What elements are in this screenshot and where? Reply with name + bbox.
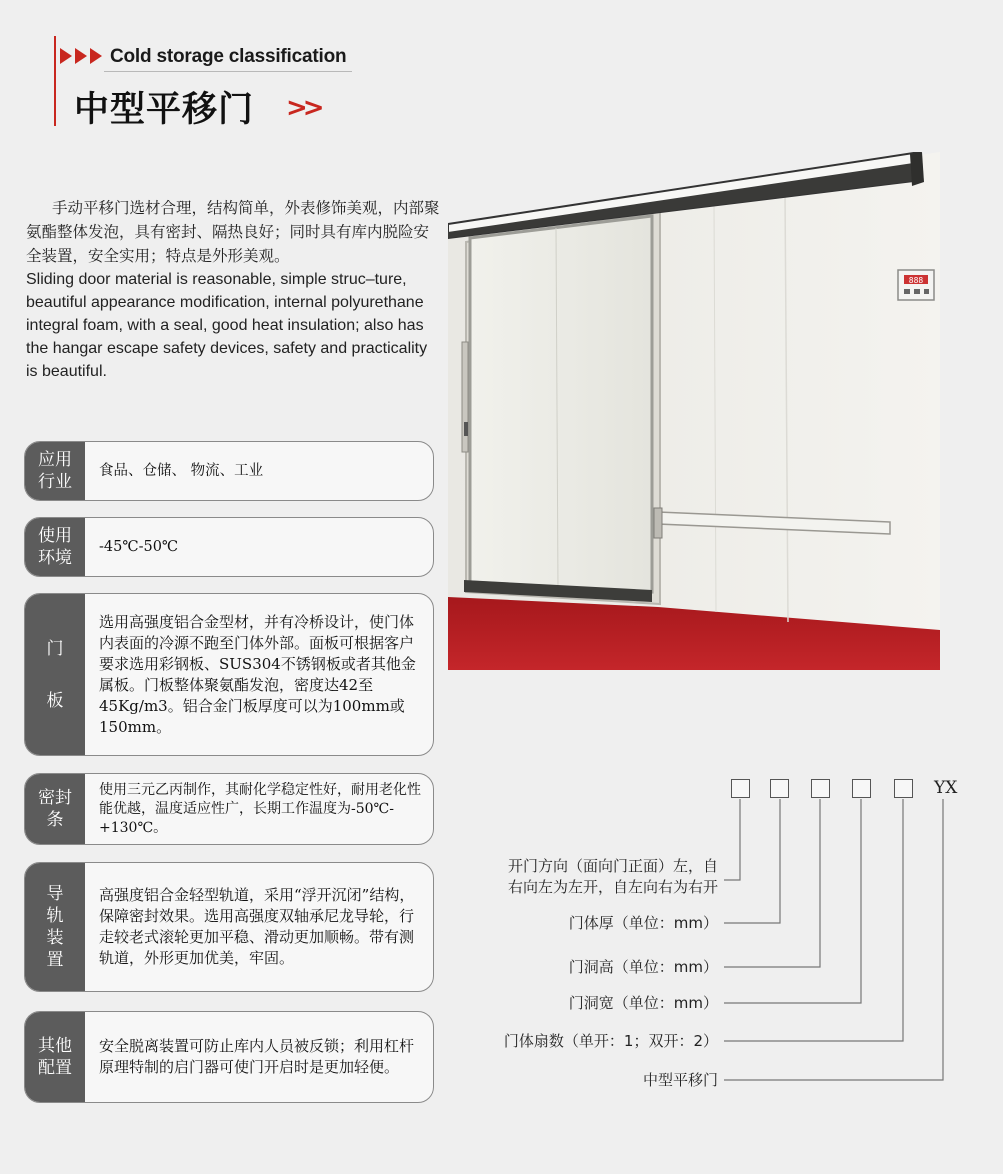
code-label-leaves: 门体扇数（单开：1；双开：2） xyxy=(503,1032,718,1050)
spec-card-seal xyxy=(24,773,434,845)
spec-text: 使用三元乙丙制作，其耐化学稳定性好，耐用老化性能优越，温度适应性广，长期工作温度为-50℃-+130℃。 xyxy=(99,781,421,836)
spec-text: 高强度铝合金轻型轨道，采用“浮开沉闭”结构，保障密封效果。选用高强度双轴承尼龙导轮，行走较老式滚轮更加平稳、滑动更加顺畅。带有测轨道，外形更加优美，牢固。 xyxy=(99,886,415,967)
section-subtitle: Cold storage classification xyxy=(110,46,347,67)
spec-label: 应用行业 xyxy=(25,442,85,500)
spec-text: 选用高强度铝合金型材，并有冷桥设计，使门体内表面的冷源不跑至门体外部。面板可根据客户要求选用彩钢板、SUS304不锈钢板或者其他金属板。门板整体聚氨酯发泡，密度达42至45Kg/m3。铝合金门板厚度可以为100mm或150mm。 xyxy=(99,612,416,736)
intro-chinese: 手动平移门选材合理，结构简单，外表修饰美观，内部聚氨酯整体发泡，具有密封、隔热良好；同时具有库内脱险安全装置，安全实用；特点是外形美观。 xyxy=(26,199,440,265)
display-readout: 888 xyxy=(908,276,924,285)
spec-card-rail xyxy=(24,862,434,992)
sliding-door-photo xyxy=(448,152,940,670)
code-label-type: 中型平移门 xyxy=(642,1071,718,1089)
page-title: 中型平移门 xyxy=(74,90,255,130)
intro-english: Sliding door material is reasonable, simple struc–ture, beautiful appearance modification, internal polyurethane integral foam, with a seal, good heat insulation; also has the hangar escape safety devices, safety and practicality is beautiful. xyxy=(26,271,428,380)
intro-text xyxy=(26,196,440,383)
spec-text: -45℃-50℃ xyxy=(99,538,179,555)
spec-text: 食品、仓储、 物流、工业 xyxy=(99,462,264,479)
code-label-height: 门洞高（单位：mm） xyxy=(568,958,718,976)
code-box-2 xyxy=(770,779,789,798)
spec-label: 门 板 xyxy=(25,594,85,755)
triple-arrow-icon xyxy=(60,47,104,65)
spec-card-other xyxy=(24,1011,434,1103)
code-label-direction: 开门方向（面向门正面）左，自 右向左为左开，自左向右为右开 xyxy=(507,857,718,896)
code-box-3 xyxy=(811,779,830,798)
spec-card-industry xyxy=(24,441,434,501)
header-accent-line xyxy=(54,36,56,126)
subtitle-underline xyxy=(104,71,352,72)
code-suffix: YX xyxy=(934,778,958,798)
code-box-4 xyxy=(852,779,871,798)
spec-card-environment xyxy=(24,517,434,577)
temperature-display xyxy=(898,270,934,300)
code-label-width: 门洞宽（单位：mm） xyxy=(568,994,718,1012)
code-box-5 xyxy=(894,779,913,798)
title-chevron: >> xyxy=(286,93,320,123)
code-label-thickness: 门体厚（单位：mm） xyxy=(568,914,718,932)
spec-card-door-panel xyxy=(24,593,434,756)
code-box-1 xyxy=(731,779,750,798)
spec-label: 使用环境 xyxy=(25,518,85,576)
spec-label: 导轨装置 xyxy=(25,863,85,991)
spec-label: 其他配置 xyxy=(25,1012,85,1102)
spec-label: 密封条 xyxy=(25,774,85,844)
door-leaf xyxy=(470,216,652,592)
spec-text: 安全脱离装置可防止库内人员被反锁；利用杠杆原理特制的启门器可使门开启时是更加轻便。 xyxy=(99,1037,415,1076)
